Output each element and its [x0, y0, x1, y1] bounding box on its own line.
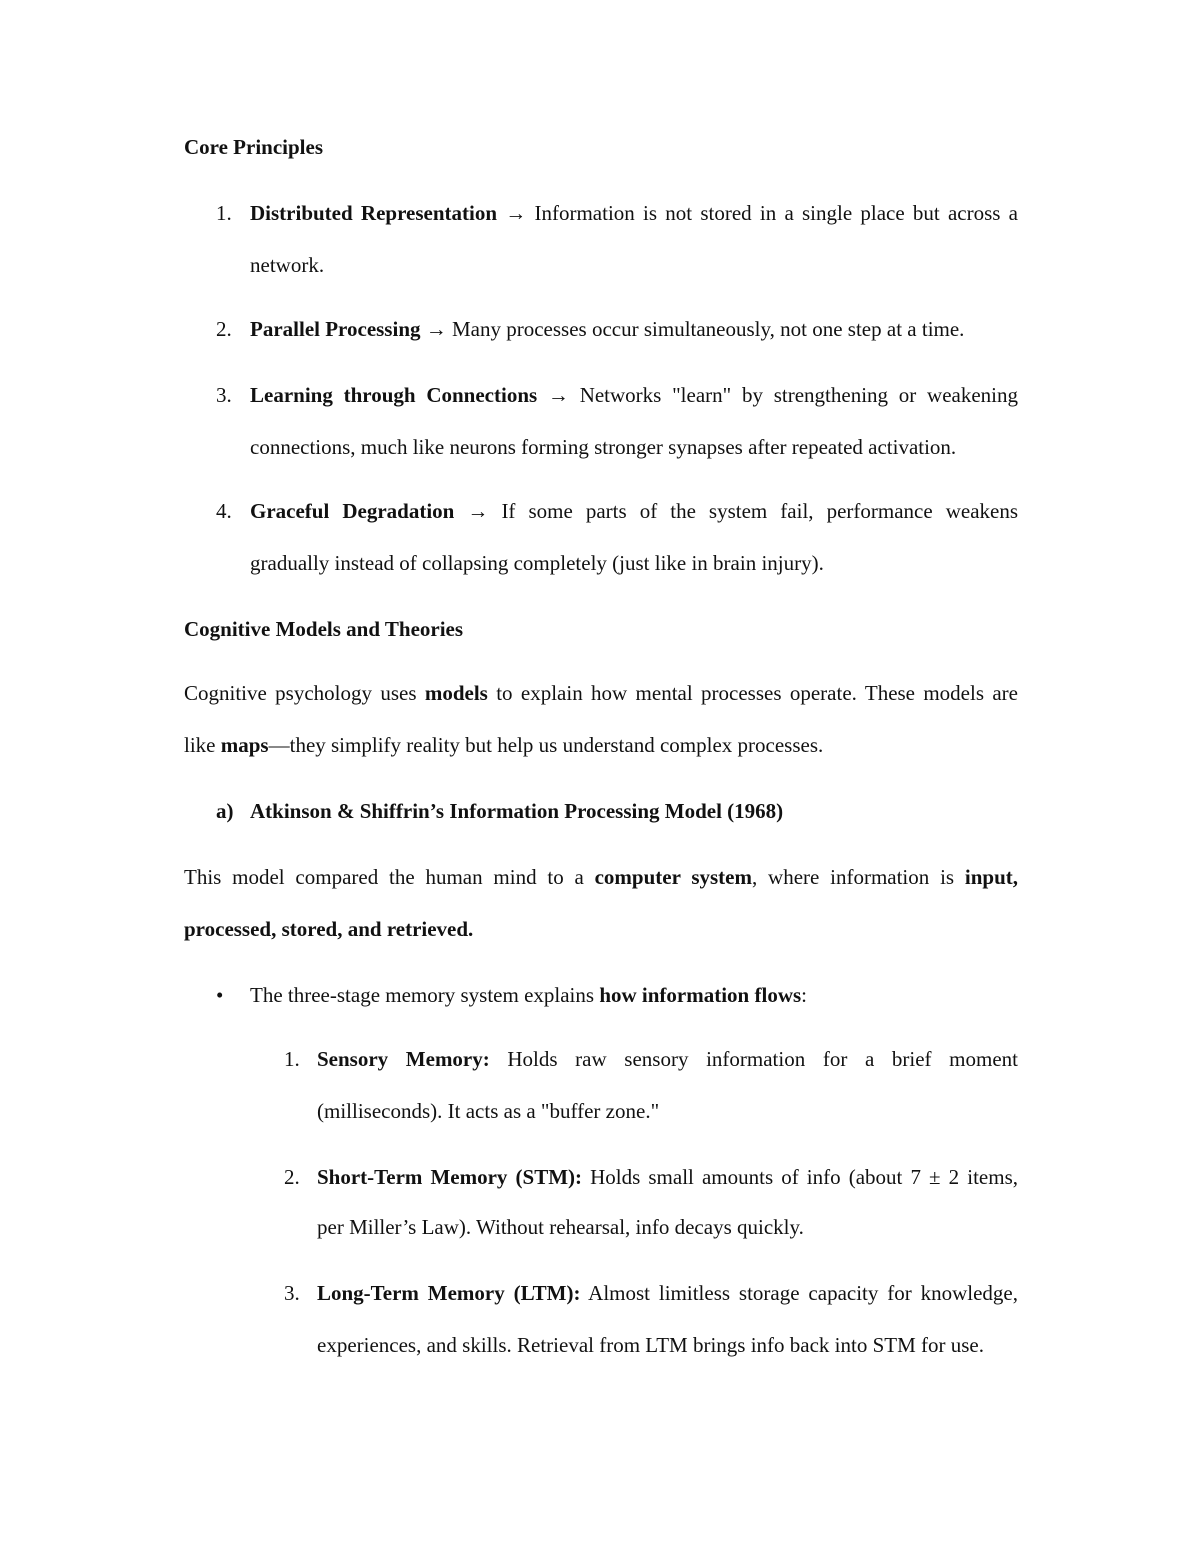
arrow: → [497, 201, 535, 225]
list-item-text: If some parts of the system fail, performance weakens [501, 499, 1019, 523]
text-run-bold: how information flows [599, 983, 802, 1007]
list-item-term: Parallel Processing [250, 317, 421, 341]
list-item-line [317, 1164, 1018, 1190]
list-item-line: gradually instead of collapsing completely (just like in brain injury). [250, 551, 824, 575]
text-run: Cognitive psychology uses [184, 681, 425, 705]
text-run: This model compared the human mind to a [184, 865, 595, 889]
list-number: 2. [216, 317, 232, 341]
bullet-icon: • [216, 983, 224, 1007]
text-run-bold: maps [220, 733, 269, 757]
arrow: → [454, 499, 502, 523]
section-heading-cognitive-models: Cognitive Models and Theories [184, 617, 464, 641]
list-item-text: Holds small amounts of info (about 7 ± 2 items, [582, 1165, 1018, 1189]
list-item-term: Graceful Degradation [250, 499, 455, 523]
text-run: , where information is [751, 865, 965, 889]
text-run-bold: models [424, 681, 488, 705]
text-run: —they simplify reality but help us understand complex processes. [268, 733, 824, 757]
list-number: 4. [216, 499, 232, 523]
text-run-bold: input, [964, 865, 1018, 889]
text-run: The three-stage memory system explains [250, 983, 600, 1007]
list-item-line: connections, much like neurons forming stronger synapses after repeated activation. [250, 435, 957, 459]
list-item-line: (milliseconds). It acts as a "buffer zone." [317, 1099, 660, 1123]
list-item-line [250, 498, 1018, 524]
list-item-line [250, 382, 1018, 408]
list-item-term: Short-Term Memory (STM): [317, 1165, 583, 1189]
section-heading-core-principles: Core Principles [184, 135, 324, 159]
list-number: 1. [284, 1047, 300, 1071]
list-item-line: experiences, and skills. Retrieval from LTM brings info back into STM for use. [317, 1333, 985, 1357]
subheading-marker: a) [216, 799, 234, 823]
list-item-text: Information is not stored in a single place but across a [534, 201, 1019, 225]
paragraph-line [184, 732, 823, 758]
text-run: like [184, 733, 221, 757]
list-number: 3. [216, 383, 232, 407]
list-number: 1. [216, 201, 232, 225]
arrow: → [420, 317, 452, 341]
list-item-term: Learning through Connections [250, 383, 538, 407]
text-run: to explain how mental processes operate. These models are [487, 681, 1018, 705]
text-run: : [801, 983, 807, 1007]
list-item-line: network. [250, 253, 325, 277]
list-number: 2. [284, 1165, 300, 1189]
list-item-text: Many processes occur simultaneously, not one step at a time. [452, 317, 965, 341]
text-run-bold: computer system [594, 865, 752, 889]
list-item-text: Networks "learn" by strengthening or weakening [579, 383, 1018, 407]
bullet-item [250, 982, 807, 1008]
list-item-term: Sensory Memory: [317, 1047, 490, 1071]
paragraph-line [184, 680, 1018, 706]
list-item-text: Almost limitless storage capacity for knowledge, [580, 1281, 1018, 1305]
paragraph-line [184, 864, 1018, 890]
document-page [184, 0, 1018, 1553]
arrow: → [537, 383, 580, 407]
list-item-term: Distributed Representation [250, 201, 498, 225]
list-item-line [250, 316, 964, 342]
list-number: 3. [284, 1281, 300, 1305]
list-item-line [250, 200, 1018, 226]
list-item-line [317, 1280, 1018, 1306]
list-item-line [317, 1046, 1018, 1072]
list-item-term: Long-Term Memory (LTM): [317, 1281, 581, 1305]
list-item-text: Holds raw sensory information for a brief moment [489, 1047, 1018, 1071]
paragraph-line: processed, stored, and retrieved. [184, 917, 474, 941]
subheading-title: Atkinson & Shiffrin’s Information Processing Model (1968) [250, 799, 784, 823]
list-item-line: per Miller’s Law). Without rehearsal, info decays quickly. [317, 1215, 804, 1239]
